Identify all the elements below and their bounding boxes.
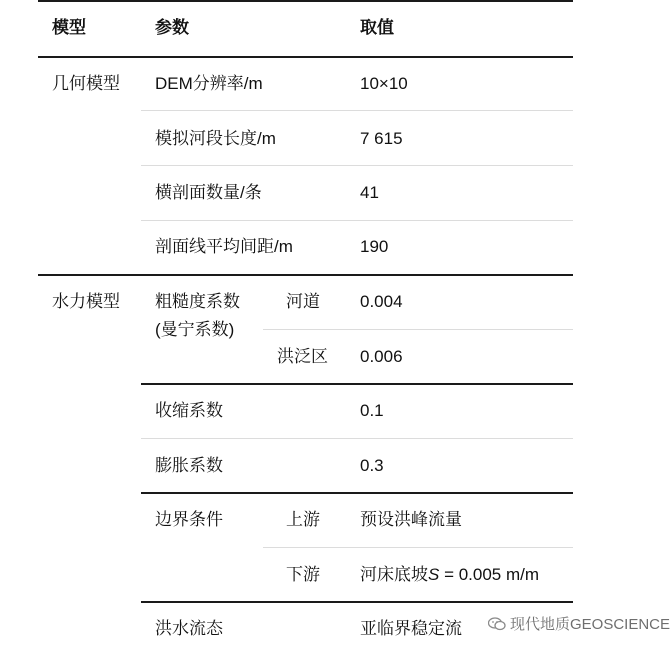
- value-reach-length: 7 615: [360, 129, 403, 148]
- row-divider: [141, 165, 573, 166]
- sub-floodplain: 洪泛区: [277, 347, 328, 366]
- value-downstream-prefix: 河床底坡: [360, 565, 428, 584]
- watermark-text: 现代地质GEOSCIENCE: [510, 616, 671, 633]
- param-flow-regime: 洪水流态: [155, 619, 223, 638]
- value-flow-regime: 亚临界稳定流: [360, 619, 462, 638]
- value-cross-sections: 41: [360, 183, 379, 202]
- param-boundary: 边界条件: [155, 510, 223, 529]
- sub-downstream: 下游: [286, 565, 320, 584]
- value-downstream-suffix: = 0.005 m/m: [439, 565, 540, 584]
- model-hydraulic: 水力模型: [52, 292, 120, 311]
- value-contraction: 0.1: [360, 401, 384, 420]
- group-rule: [38, 274, 573, 276]
- sub-upstream: 上游: [286, 510, 320, 529]
- param-reach-length: 模拟河段长度/m: [155, 129, 276, 148]
- row-divider: [141, 110, 573, 111]
- model-geometry: 几何模型: [52, 74, 120, 93]
- param-contraction: 收缩系数: [155, 401, 223, 420]
- row-divider: [141, 438, 573, 439]
- row-divider: [141, 220, 573, 221]
- param-section-spacing: 剖面线平均间距/m: [155, 237, 293, 256]
- param-roughness-manning: (曼宁系数): [155, 320, 235, 339]
- header-rule: [38, 56, 573, 58]
- row-divider: [263, 547, 573, 548]
- group-rule: [141, 601, 573, 603]
- param-cross-sections: 横剖面数量/条: [155, 183, 262, 202]
- value-floodplain-roughness: 0.006: [360, 347, 403, 366]
- group-rule: [141, 492, 573, 494]
- value-downstream: [360, 565, 539, 585]
- wechat-icon: [488, 617, 506, 631]
- sub-channel: 河道: [286, 292, 320, 311]
- watermark: [488, 613, 670, 634]
- slope-symbol: S: [428, 565, 440, 584]
- param-dem-resolution: DEM分辨率/m: [155, 74, 263, 93]
- group-rule: [141, 383, 573, 385]
- header-value: 取值: [360, 18, 394, 37]
- param-expansion: 膨胀系数: [155, 456, 223, 475]
- value-upstream: 预设洪峰流量: [360, 510, 462, 529]
- header-model: 模型: [52, 18, 86, 37]
- param-roughness: 粗糙度系数: [155, 292, 240, 311]
- value-expansion: 0.3: [360, 456, 384, 475]
- header-param: 参数: [155, 18, 189, 37]
- value-channel-roughness: 0.004: [360, 292, 403, 311]
- table-top-rule: [38, 0, 573, 2]
- value-section-spacing: 190: [360, 237, 389, 256]
- row-divider: [263, 329, 573, 330]
- value-dem-resolution: 10×10: [360, 74, 408, 93]
